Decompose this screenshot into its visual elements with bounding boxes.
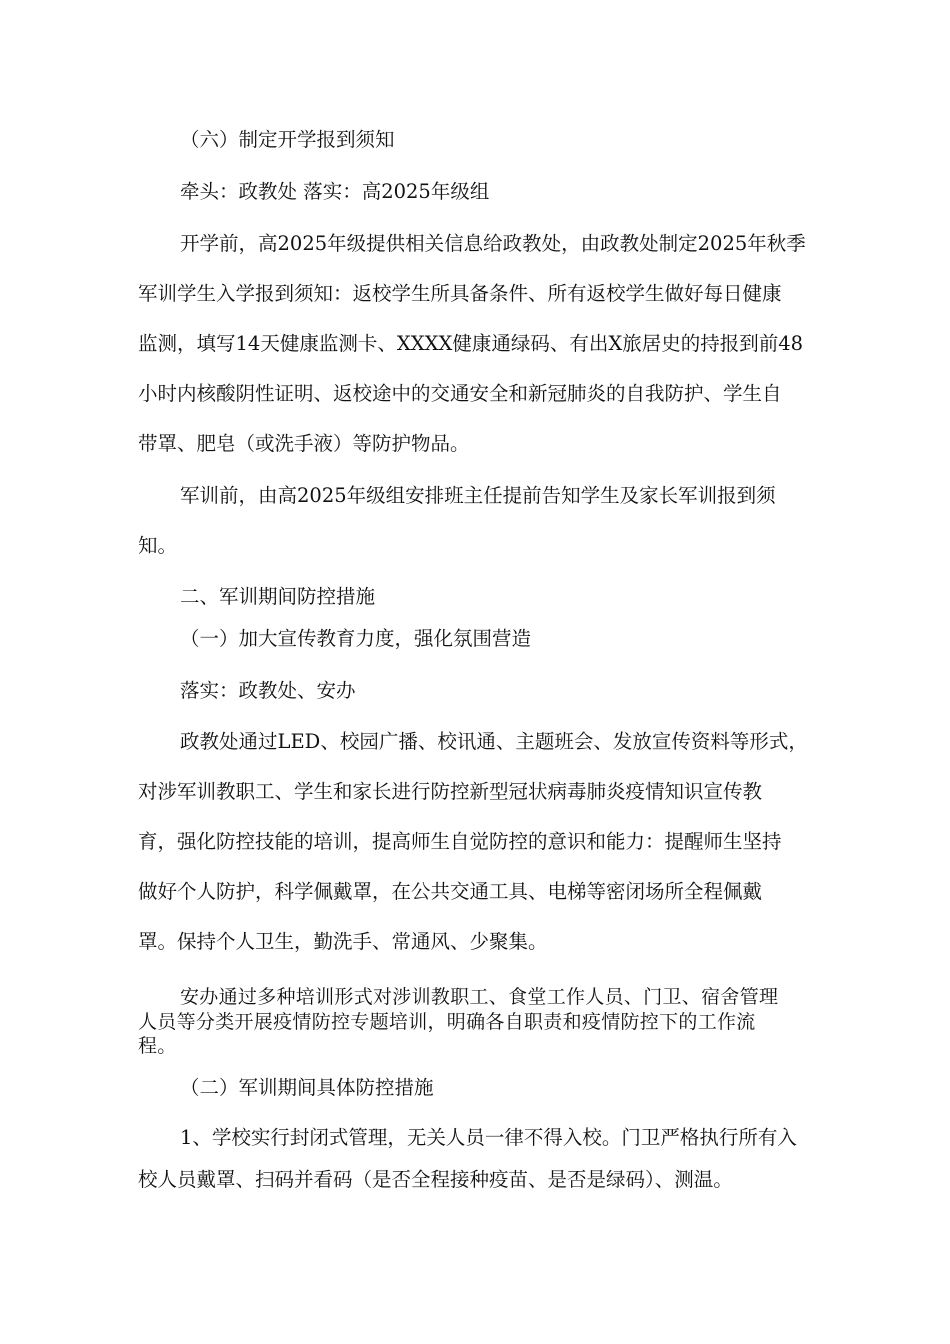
para2-line1: 军训前，由高2025年级组安排班主任提前告知学生及家长军训报到须 [180, 484, 776, 507]
para5-line2: 校人员戴罩、扫码并看码（是否全程接种疫苗、是否是绿码）、测温。 [138, 1168, 733, 1191]
subsection-two-heading: （二）军训期间具体防控措施 [180, 1076, 434, 1099]
para1-line3: 监测，填写14天健康监测卡、XXXX健康通绿码、有出X旅居史的持报到前48 [138, 332, 804, 355]
section-two-heading: 二、军训期间防控措施 [180, 585, 376, 608]
para3-line5: 罩。保持个人卫生，勤洗手、常通风、少聚集。 [138, 930, 548, 953]
para3-line2: 对涉军训教职工、学生和家长进行防控新型冠状病毒肺炎疫情知识宣传教 [138, 780, 763, 803]
para3-line4: 做好个人防护，科学佩戴罩，在公共交通工具、电梯等密闭场所全程佩戴 [138, 880, 763, 903]
lead-line: 牵头：政教处 落实：高2025年级组 [180, 180, 490, 203]
para2-line2: 知。 [138, 534, 178, 557]
para4-line1: 安办通过多种培训形式对涉训教职工、食堂工作人员、门卫、宿舍管理 [180, 986, 779, 1008]
para3-line1: 政教处通过LED、校园广播、校讯通、主题班会、发放宣传资料等形式， [180, 730, 808, 753]
para1-line2: 军训学生入学报到须知：返校学生所具备条件、所有返校学生做好每日健康 [138, 282, 782, 305]
para1-line1: 开学前，高2025年级提供相关信息给政教处，由政教处制定2025年秋季 [180, 232, 806, 255]
para4-line2: 人员等分类开展疫情防控专题培训，明确各自职责和疫情防控下的工作流 [138, 1011, 756, 1033]
para4-line3: 程。 [138, 1035, 177, 1057]
implementation-line: 落实：政教处、安办 [180, 679, 356, 702]
heading-six: （六）制定开学报到须知 [180, 128, 395, 151]
para5-line1: 1、学校实行封闭式管理，无关人员一律不得入校。门卫严格执行所有入 [180, 1126, 797, 1149]
subsection-one-heading: （一）加大宣传教育力度，强化氛围营造 [180, 627, 532, 650]
para1-line5: 带罩、肥皂（或洗手液）等防护物品。 [138, 432, 470, 455]
para1-line4: 小时内核酸阴性证明、返校途中的交通安全和新冠肺炎的自我防护、学生自 [138, 382, 782, 405]
para3-line3: 育，强化防控技能的培训，提高师生自觉防控的意识和能力：提醒师生坚持 [138, 830, 782, 853]
